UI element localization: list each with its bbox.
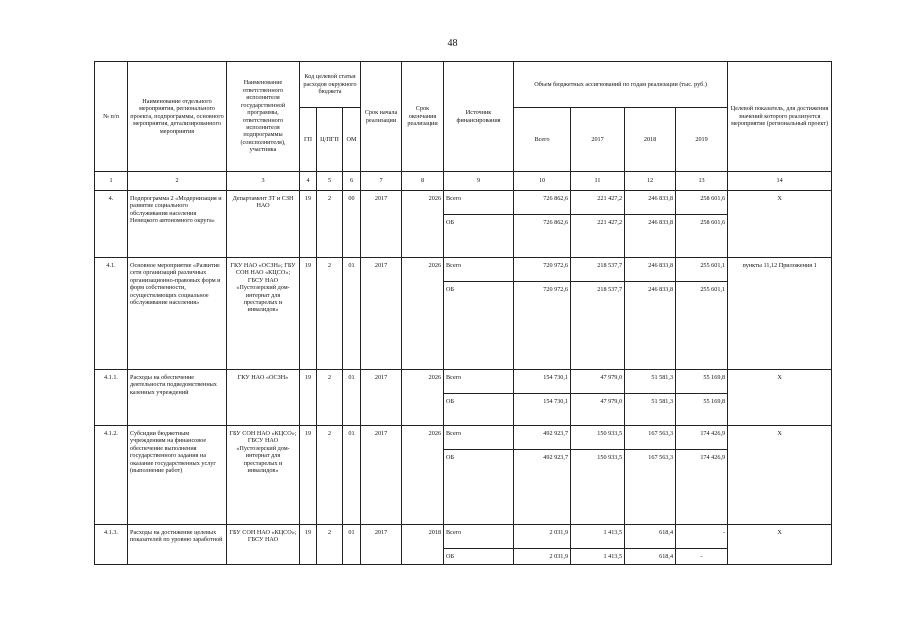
financing-table xyxy=(94,61,832,565)
column-number: 14 xyxy=(728,172,832,191)
amount-2018: 618,4 xyxy=(625,525,676,549)
header-gp: ГП xyxy=(300,108,317,172)
column-number: 12 xyxy=(625,172,676,191)
column-number: 3 xyxy=(227,172,300,191)
code-om: 00 xyxy=(343,191,361,258)
amount-2017: 218 537,7 xyxy=(571,258,625,282)
target-indicator: X xyxy=(728,525,832,565)
header-volume: Объем бюджетных ассигнований по годам реализации (тыс. руб.) xyxy=(514,62,728,108)
amount-2019: 174 426,9 xyxy=(676,426,728,450)
header-code: Код целевой статьи расходов окружного бюджета xyxy=(300,62,361,108)
header-2017: 2017 xyxy=(571,108,625,172)
amount-2017: 150 933,5 xyxy=(571,426,625,450)
funding-source: ОБ xyxy=(444,215,514,258)
row-number: 4.1.1. xyxy=(95,370,128,426)
amount-2017: 1 413,5 xyxy=(571,525,625,549)
row-number: 4.1.2. xyxy=(95,426,128,525)
row-number: 4. xyxy=(95,191,128,258)
executor: ГБУ СОН НАО «КЦСО»; ГБСУ НАО xyxy=(227,525,300,565)
column-number: 7 xyxy=(361,172,402,191)
amount-2018: 51 581,3 xyxy=(625,394,676,426)
end-year: 2018 xyxy=(402,525,444,565)
activity-name: Расходы на обеспечение деятельности подведомственных казенных учреждений xyxy=(128,370,227,426)
amount-2019: - xyxy=(676,525,728,549)
column-number: 2 xyxy=(128,172,227,191)
amount-total: 726 862,6 xyxy=(514,191,571,215)
amount-2018: 246 833,8 xyxy=(625,282,676,370)
column-number: 4 xyxy=(300,172,317,191)
column-number: 8 xyxy=(402,172,444,191)
end-year: 2026 xyxy=(402,191,444,258)
start-year: 2017 xyxy=(361,191,402,258)
executor: Департамент ЗТ и СЗН НАО xyxy=(227,191,300,258)
column-number: 13 xyxy=(676,172,728,191)
code-cgp: 2 xyxy=(317,258,343,370)
code-gp: 19 xyxy=(300,370,317,426)
amount-2018: 246 833,8 xyxy=(625,191,676,215)
amount-total: 726 862,6 xyxy=(514,215,571,258)
amount-2018: 167 563,3 xyxy=(625,450,676,525)
code-gp: 19 xyxy=(300,258,317,370)
target-indicator: пункты 11,12 Приложения 1 xyxy=(728,258,832,370)
amount-2017: 1 413,5 xyxy=(571,549,625,565)
amount-total: 720 972,6 xyxy=(514,258,571,282)
header-start: Срок начала реализации xyxy=(361,62,402,172)
target-indicator: X xyxy=(728,426,832,525)
target-indicator: X xyxy=(728,191,832,258)
amount-2019: 55 169,8 xyxy=(676,394,728,426)
funding-source: Всего xyxy=(444,525,514,549)
amount-2019: 174 426,9 xyxy=(676,450,728,525)
funding-source: ОБ xyxy=(444,394,514,426)
amount-total: 492 923,7 xyxy=(514,426,571,450)
amount-2017: 150 933,5 xyxy=(571,450,625,525)
row-number: 4.1. xyxy=(95,258,128,370)
funding-source: Всего xyxy=(444,258,514,282)
header-total: Всего xyxy=(514,108,571,172)
executor: ГБУ СОН НАО «КЦСО»; ГБСУ НАО «Пустозерский дом-интернат для престарелых и инвалидов» xyxy=(227,426,300,525)
amount-total: 154 730,1 xyxy=(514,394,571,426)
code-om: 01 xyxy=(343,426,361,525)
code-cgp: 2 xyxy=(317,370,343,426)
start-year: 2017 xyxy=(361,258,402,370)
code-om: 01 xyxy=(343,370,361,426)
amount-2018: 51 581,3 xyxy=(625,370,676,394)
column-number: 11 xyxy=(571,172,625,191)
target-indicator: X xyxy=(728,370,832,426)
amount-2018: 246 833,8 xyxy=(625,215,676,258)
start-year: 2017 xyxy=(361,426,402,525)
column-number: 5 xyxy=(317,172,343,191)
amount-2018: 246 833,8 xyxy=(625,258,676,282)
row-number: 4.1.3. xyxy=(95,525,128,565)
table-row xyxy=(95,525,832,549)
page-number: 48 xyxy=(447,38,458,49)
amount-total: 720 972,6 xyxy=(514,282,571,370)
table-row xyxy=(95,258,832,282)
amount-total: 2 031,9 xyxy=(514,525,571,549)
end-year: 2026 xyxy=(402,370,444,426)
header-num: № п/п xyxy=(95,62,128,172)
table-row xyxy=(95,370,832,394)
header-2019: 2019 xyxy=(676,108,728,172)
activity-name: Расходы на достижение целевых показателей по уровню заработной xyxy=(128,525,227,565)
funding-source: ОБ xyxy=(444,282,514,370)
column-number: 10 xyxy=(514,172,571,191)
amount-2019: - xyxy=(676,549,728,565)
amount-2019: 255 601,1 xyxy=(676,282,728,370)
funding-source: ОБ xyxy=(444,450,514,525)
start-year: 2017 xyxy=(361,370,402,426)
code-cgp: 2 xyxy=(317,191,343,258)
header-cgp: Ц/ПГП xyxy=(317,108,343,172)
header-name: Наименование отдельного мероприятия, регионального проекта, подпрограммы, основного мероприятия, детализированного мероприятия xyxy=(128,62,227,172)
table-row xyxy=(95,426,832,450)
code-gp: 19 xyxy=(300,426,317,525)
amount-2019: 55 169,8 xyxy=(676,370,728,394)
amount-2019: 258 601,6 xyxy=(676,215,728,258)
amount-2017: 218 537,7 xyxy=(571,282,625,370)
activity-name: Субсидии бюджетным учреждениям на финансовое обеспечение выполнения государственного задания на оказание государственных услуг (выполнение работ) xyxy=(128,426,227,525)
funding-source: Всего xyxy=(444,426,514,450)
amount-2018: 618,4 xyxy=(625,549,676,565)
amount-total: 2 031,9 xyxy=(514,549,571,565)
end-year: 2026 xyxy=(402,426,444,525)
amount-2017: 221 427,2 xyxy=(571,191,625,215)
code-om: 01 xyxy=(343,525,361,565)
amount-total: 492 923,7 xyxy=(514,450,571,525)
column-number: 1 xyxy=(95,172,128,191)
code-om: 01 xyxy=(343,258,361,370)
table-row xyxy=(95,191,832,215)
start-year: 2017 xyxy=(361,525,402,565)
executor: ГКУ НАО «ОСЗН»; ГБУ СОН НАО «КЦСО»; ГБСУ НАО «Пустозерский дом-интернат для престарелых и инвалидов» xyxy=(227,258,300,370)
funding-source: Всего xyxy=(444,191,514,215)
executor: ГКУ НАО «ОСЗН» xyxy=(227,370,300,426)
column-number-row xyxy=(95,172,832,191)
header-om: ОМ xyxy=(343,108,361,172)
header-target: Целевой показатель, для достижения значений которого реализуется мероприятие (региональный проект) xyxy=(728,62,832,172)
amount-2019: 258 601,6 xyxy=(676,191,728,215)
amount-2017: 47 979,0 xyxy=(571,394,625,426)
code-gp: 19 xyxy=(300,191,317,258)
amount-2017: 221 427,2 xyxy=(571,215,625,258)
code-cgp: 2 xyxy=(317,426,343,525)
funding-source: Всего xyxy=(444,370,514,394)
amount-2017: 47 979,0 xyxy=(571,370,625,394)
header-end: Срок окончания реализации xyxy=(402,62,444,172)
column-number: 6 xyxy=(343,172,361,191)
activity-name: Подпрограмма 2 «Модернизация и развитие социального обслуживания населения Ненецкого автономного округа» xyxy=(128,191,227,258)
amount-2018: 167 563,3 xyxy=(625,426,676,450)
code-gp: 19 xyxy=(300,525,317,565)
header-2018: 2018 xyxy=(625,108,676,172)
column-number: 9 xyxy=(444,172,514,191)
header-executor: Наименование ответственного исполнителя государственной программы, ответственного исполнителя подпрограммы (соисполнителя), участника xyxy=(227,62,300,172)
header-source: Источник финансирования xyxy=(444,62,514,172)
amount-2019: 255 601,1 xyxy=(676,258,728,282)
amount-total: 154 730,1 xyxy=(514,370,571,394)
activity-name: Основное мероприятие «Развитие сети организаций различных организационно-правовых форм и форм собственности, осуществляющих социальное обслуживание населения» xyxy=(128,258,227,370)
code-cgp: 2 xyxy=(317,525,343,565)
end-year: 2026 xyxy=(402,258,444,370)
funding-source: ОБ xyxy=(444,549,514,565)
